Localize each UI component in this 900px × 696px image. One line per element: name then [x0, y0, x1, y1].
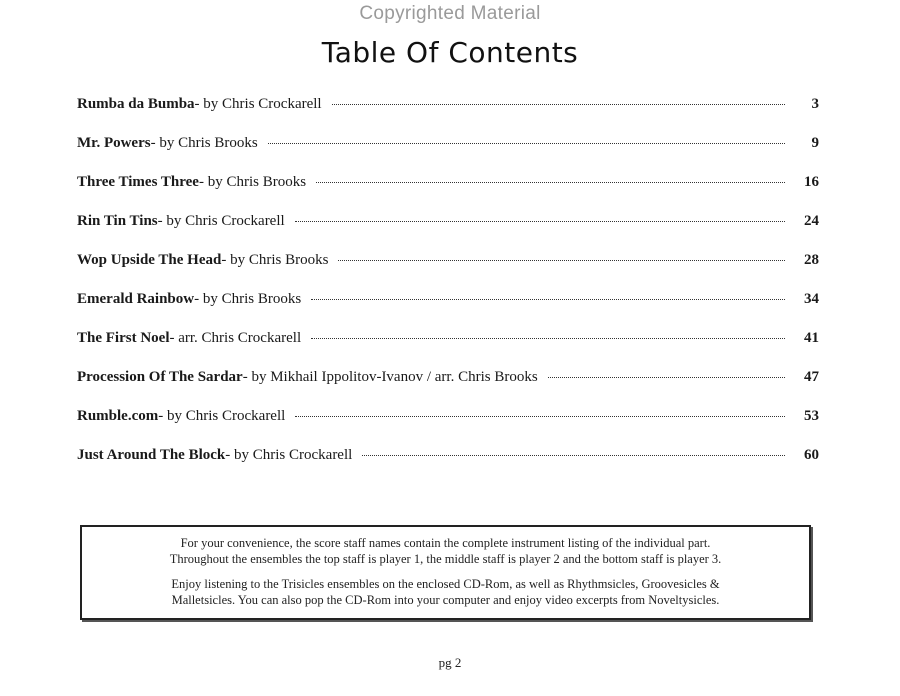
dot-leader	[311, 299, 785, 300]
entry-page-number: 9	[811, 135, 819, 151]
entry-page-number: 47	[804, 369, 819, 385]
entry-credit: - by Chris Crockarell	[225, 447, 353, 463]
note-line: For your convenience, the score staff names contain the complete instrument listing of the individual part.	[180, 536, 711, 550]
entry-page-number: 60	[804, 447, 819, 463]
toc-entry[interactable]	[77, 369, 819, 408]
toc-entry[interactable]	[77, 96, 819, 135]
note-line: Malletsicles. You can also pop the CD-Rom into your computer and enjoy video excerpts from Noveltysicles.	[171, 593, 720, 607]
entry-title: Wop Upside The Head	[77, 252, 222, 268]
entry-title: The First Noel	[77, 330, 170, 346]
dot-leader	[548, 377, 785, 378]
entry-page-number: 53	[804, 408, 819, 424]
toc-entry[interactable]	[77, 408, 819, 447]
toc-entry[interactable]	[77, 252, 819, 291]
entry-page-number: 3	[811, 96, 819, 112]
entry-title: Rin Tin Tins	[77, 213, 158, 229]
note-line: Enjoy listening to the Trisicles ensembles on the enclosed CD-Rom, as well as Rhythmsicles, Groovesicles &	[171, 577, 720, 591]
dot-leader	[316, 182, 785, 183]
page-title: Table Of Contents	[321, 36, 579, 69]
entry-title: Just Around The Block	[77, 447, 226, 463]
dot-leader	[311, 338, 785, 339]
page-number-footer: pg 2	[438, 655, 462, 670]
toc-entry[interactable]	[77, 213, 819, 252]
entry-credit: - arr. Chris Crockarell	[169, 330, 302, 346]
entry-title: Rumba da Bumba	[77, 96, 195, 112]
toc-entry[interactable]	[77, 447, 819, 486]
entry-page-number: 28	[804, 252, 819, 268]
entry-page-number: 24	[804, 213, 819, 229]
info-note-box	[80, 525, 811, 620]
entry-credit: - by Chris Crockarell	[194, 96, 322, 112]
entry-credit: - by Chris Crockarell	[158, 408, 286, 424]
note-paragraph-staff	[94, 535, 797, 567]
note-paragraph-cdrom	[94, 576, 797, 608]
entry-title: Three Times Three	[77, 174, 199, 190]
entry-credit: - by Chris Crockarell	[157, 213, 285, 229]
dot-leader	[338, 260, 785, 261]
toc-entry[interactable]	[77, 330, 819, 369]
entry-title: Emerald Rainbow	[77, 291, 195, 307]
entry-credit: - by Chris Brooks	[194, 291, 302, 307]
entry-credit: - by Chris Brooks	[198, 174, 307, 190]
toc-entry[interactable]	[77, 291, 819, 330]
entry-page-number: 34	[804, 291, 819, 307]
entry-title: Rumble.com	[77, 408, 159, 424]
entry-credit: - by Chris Brooks	[221, 252, 329, 268]
entry-page-number: 41	[804, 330, 819, 346]
entry-title: Procession Of The Sardar	[77, 369, 243, 385]
dot-leader	[295, 416, 785, 417]
entry-page-number: 16	[804, 174, 819, 190]
dot-leader	[362, 455, 785, 456]
copyright-watermark: Copyrighted Material	[359, 3, 541, 24]
dot-leader	[295, 221, 785, 222]
entry-credit: - by Mikhail Ippolitov-Ivanov / arr. Chris Brooks	[242, 369, 538, 385]
dot-leader	[268, 143, 785, 144]
entry-title: Mr. Powers	[77, 135, 151, 151]
toc-entry[interactable]	[77, 135, 819, 174]
note-line: Throughout the ensembles the top staff is player 1, the middle staff is player 2 and the bottom staff is player 3.	[169, 552, 722, 566]
entry-credit: - by Chris Brooks	[150, 135, 258, 151]
table-of-contents	[77, 96, 819, 486]
toc-entry[interactable]	[77, 174, 819, 213]
dot-leader	[332, 104, 785, 105]
